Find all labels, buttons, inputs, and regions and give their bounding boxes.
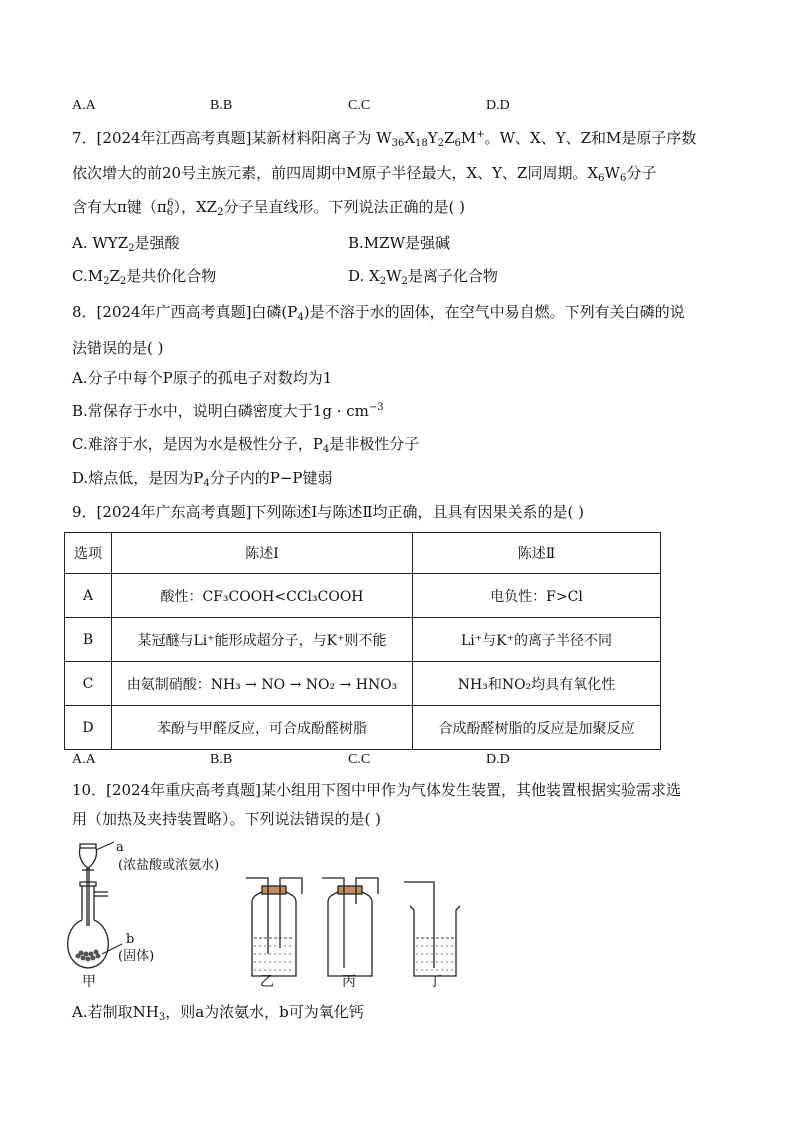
table-cell: 合成酚醛树脂的反应是加聚反应: [413, 706, 661, 750]
q7-option-d: D. $X_2W_2$是离子化合物: [348, 267, 498, 287]
table-row: [65, 662, 661, 706]
q6-option-a: A.A: [72, 98, 96, 113]
q10-stem-line1: 10．[2024年重庆高考真题]某小组用下图中甲作为气体发生装置，其他装置根据实验需求选: [72, 781, 681, 799]
figure-name-jia: 甲: [82, 974, 96, 990]
solid-particles: [76, 950, 101, 962]
table-header-cell: 陈述Ⅱ: [413, 533, 661, 574]
q6-option-b: B.B: [210, 98, 233, 113]
q6-option-c: C.C: [348, 98, 371, 113]
figure-label-a-note: (浓盐酸或浓氨水): [118, 858, 220, 873]
q7-stem-line1: 7．[2024年江西高考真题]某新材料阳离子为 $W_{36}X_{18}Y_2Z_6M^+$。W、X、Y、Z和M是原子序数: [72, 129, 697, 149]
figure-name-ding: 丁: [428, 974, 442, 990]
liquid-ding-dots: [416, 938, 454, 970]
table-row: [65, 618, 661, 662]
label-a-leader: [96, 842, 114, 850]
q8-stem-line2: 法错误的是( ): [72, 339, 164, 357]
table-cell: C: [65, 662, 112, 706]
figure-label-a: a: [116, 840, 124, 855]
figure-label-b: b: [126, 932, 135, 947]
q9-table: [64, 532, 661, 750]
table-cell: 酸性：CF₃COOH<CCl₃COOH: [112, 574, 413, 618]
q6-option-d: D.D: [486, 98, 510, 113]
q8-stem-line1: 8．[2024年广西高考真题]白磷$(P_4)$是不溶于水的固体，在空气中易自燃。下列有关白磷的说: [72, 303, 685, 323]
table-cell: Li⁺与K⁺的离子半径不同: [413, 618, 661, 662]
q7-option-a: A. $WYZ_2$是强酸: [72, 234, 180, 254]
apparatus-jia: [68, 844, 109, 968]
q10-stem-line2: 用（加热及夹持装置略）。下列说法错误的是( ): [72, 810, 381, 828]
table-cell: 苯酚与甲醛反应，可合成酚醛树脂: [112, 706, 413, 750]
figure-name-yi: 乙: [260, 974, 274, 990]
q7-option-c: $C.M_2Z_2$是共价化合物: [72, 267, 217, 287]
liquid-yi-dots: [254, 938, 294, 970]
q8-option-c: C.难溶于水，是因为水是极性分子，$P_4$是非极性分子: [72, 435, 420, 455]
q9-option-d: D.D: [486, 752, 510, 767]
apparatus-bing: [322, 878, 378, 976]
figure-name-bing: 丙: [342, 974, 356, 990]
table-cell: NH₃和NO₂均具有氧化性: [413, 662, 661, 706]
table-cell: 某冠醚与Li⁺能形成超分子，与K⁺则不能: [112, 618, 413, 662]
q7-stem-line3: 含有大π键$(\pi_6^6)$，$XZ_2$分子呈直线形。下列说法正确的是( ): [72, 198, 465, 218]
table-cell: 由氨制硝酸：NH₃ → NO → NO₂ → HNO₃: [112, 662, 413, 706]
q8-option-a: A.分子中每个P原子的孤电子对数均为1: [72, 369, 333, 387]
liquid-yi: [253, 938, 295, 975]
table-row: [65, 574, 661, 618]
q8-option-d: D.熔点低，是因为$P_4$分子内的P−P键弱: [72, 469, 333, 489]
table-header-cell: 选项: [65, 533, 112, 574]
q9-option-b: B.B: [210, 752, 233, 767]
figure-label-b-note: (固体): [118, 949, 155, 964]
q7-stem-line2: 依次增大的前20号主族元素，前四周期中M原子半径最大，X、Y、Z同周期。$X_6W_6$分子: [72, 164, 657, 184]
q10-option-a: A.若制取$NH_3$，则a为浓氨水，b可为氧化钙: [72, 1003, 364, 1023]
q8-option-b: B.常保存于水中，说明白磷密度大于$1g \cdot cm^{-3}$: [72, 402, 384, 420]
q9-option-a: A.A: [72, 752, 96, 767]
table-header-cell: 陈述Ⅰ: [112, 533, 413, 574]
table-cell: A: [65, 574, 112, 618]
q7-option-b: B.MZW是强碱: [348, 234, 450, 252]
q9-stem: 9．[2024年广东高考真题]下列陈述Ⅰ与陈述Ⅱ均正确，且具有因果关系的是( ): [72, 503, 585, 521]
table-row: [65, 706, 661, 750]
table-cell: 电负性：F>Cl: [413, 574, 661, 618]
apparatus-yi: [246, 878, 302, 976]
table-cell: D: [65, 706, 112, 750]
q9-option-c: C.C: [348, 752, 371, 767]
table-header-row: [65, 533, 661, 574]
table-cell: B: [65, 618, 112, 662]
